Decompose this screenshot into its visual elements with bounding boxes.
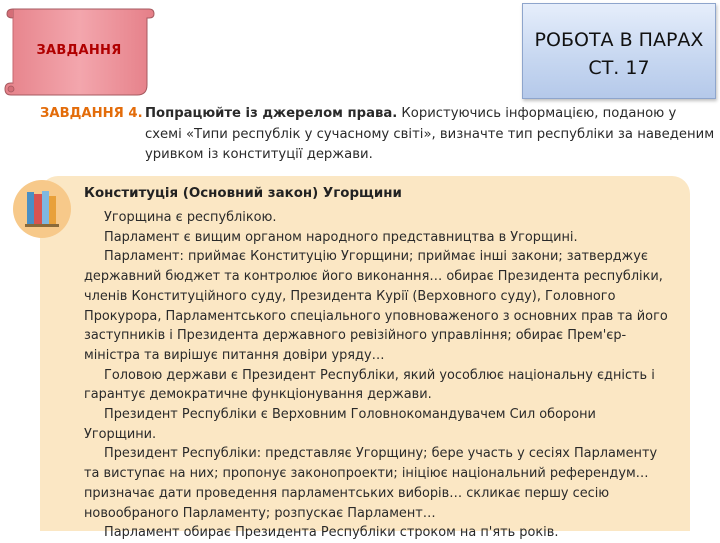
source-paragraph: Головою держави є Президент Республіки, який уособлює національну єдність і гарантує демократичне функціонування держави.	[84, 367, 655, 403]
books-icon	[13, 180, 71, 238]
task-body	[145, 104, 715, 166]
task-tag-label: ЗАВДАННЯ	[36, 43, 122, 58]
source-paragraph: Парламент обирає Президента Республіки строком на п'ять років.	[104, 525, 559, 541]
pair-work-title: РОБОТА В ПАРАХ	[534, 29, 704, 51]
task-number: ЗАВДАННЯ 4.	[40, 106, 143, 121]
pair-work-box	[522, 3, 716, 99]
task-bold-lead: Попрацюйте із джерелом права.	[145, 106, 398, 121]
task-text: Користуючись інформацією, поданою у схемі «Типи республік у сучасному світі», визначте тип республіки за наведеним уривком із конституції держави.	[145, 106, 715, 162]
source-text	[84, 208, 670, 543]
source-title: Конституція (Основний закон) Угорщини	[84, 186, 402, 201]
source-paragraph: Президент Республіки: представляє Угорщину; бере участь у сесіях Парламенту та виступає на них; пропонує законопроекти; ініціює національний референдум… призначає дати проведення парламентських виборів… скликає першу сесію новообраного Парламенту; розпускає Парламент…	[84, 446, 658, 521]
source-paragraph: Угорщина є республікою.	[104, 210, 277, 225]
task-scroll-tag	[3, 3, 155, 100]
source-paragraph: Парламент є вищим органом народного представництва в Угорщині.	[104, 229, 578, 245]
source-paragraph: Парламент: приймає Конституцію Угорщини; приймає інші закони; затверджує державний бюджет та контролює його виконання… обирає Президента республіки, членів Конституційного суду, Президента Курії (Верховного суду), Головного Прокурора, Парламентського спеціального уповноваженого з основних прав та його заступників і Президента державного ревізійного управління; обирає Прем'єр-міністра та вирішує питання довіри уряду…	[84, 249, 668, 363]
source-paragraph: Президент Республіки є Верховним Головнокомандувачем Сил оборони Угорщини.	[84, 407, 596, 442]
pair-work-page: СТ. 17	[588, 57, 650, 79]
